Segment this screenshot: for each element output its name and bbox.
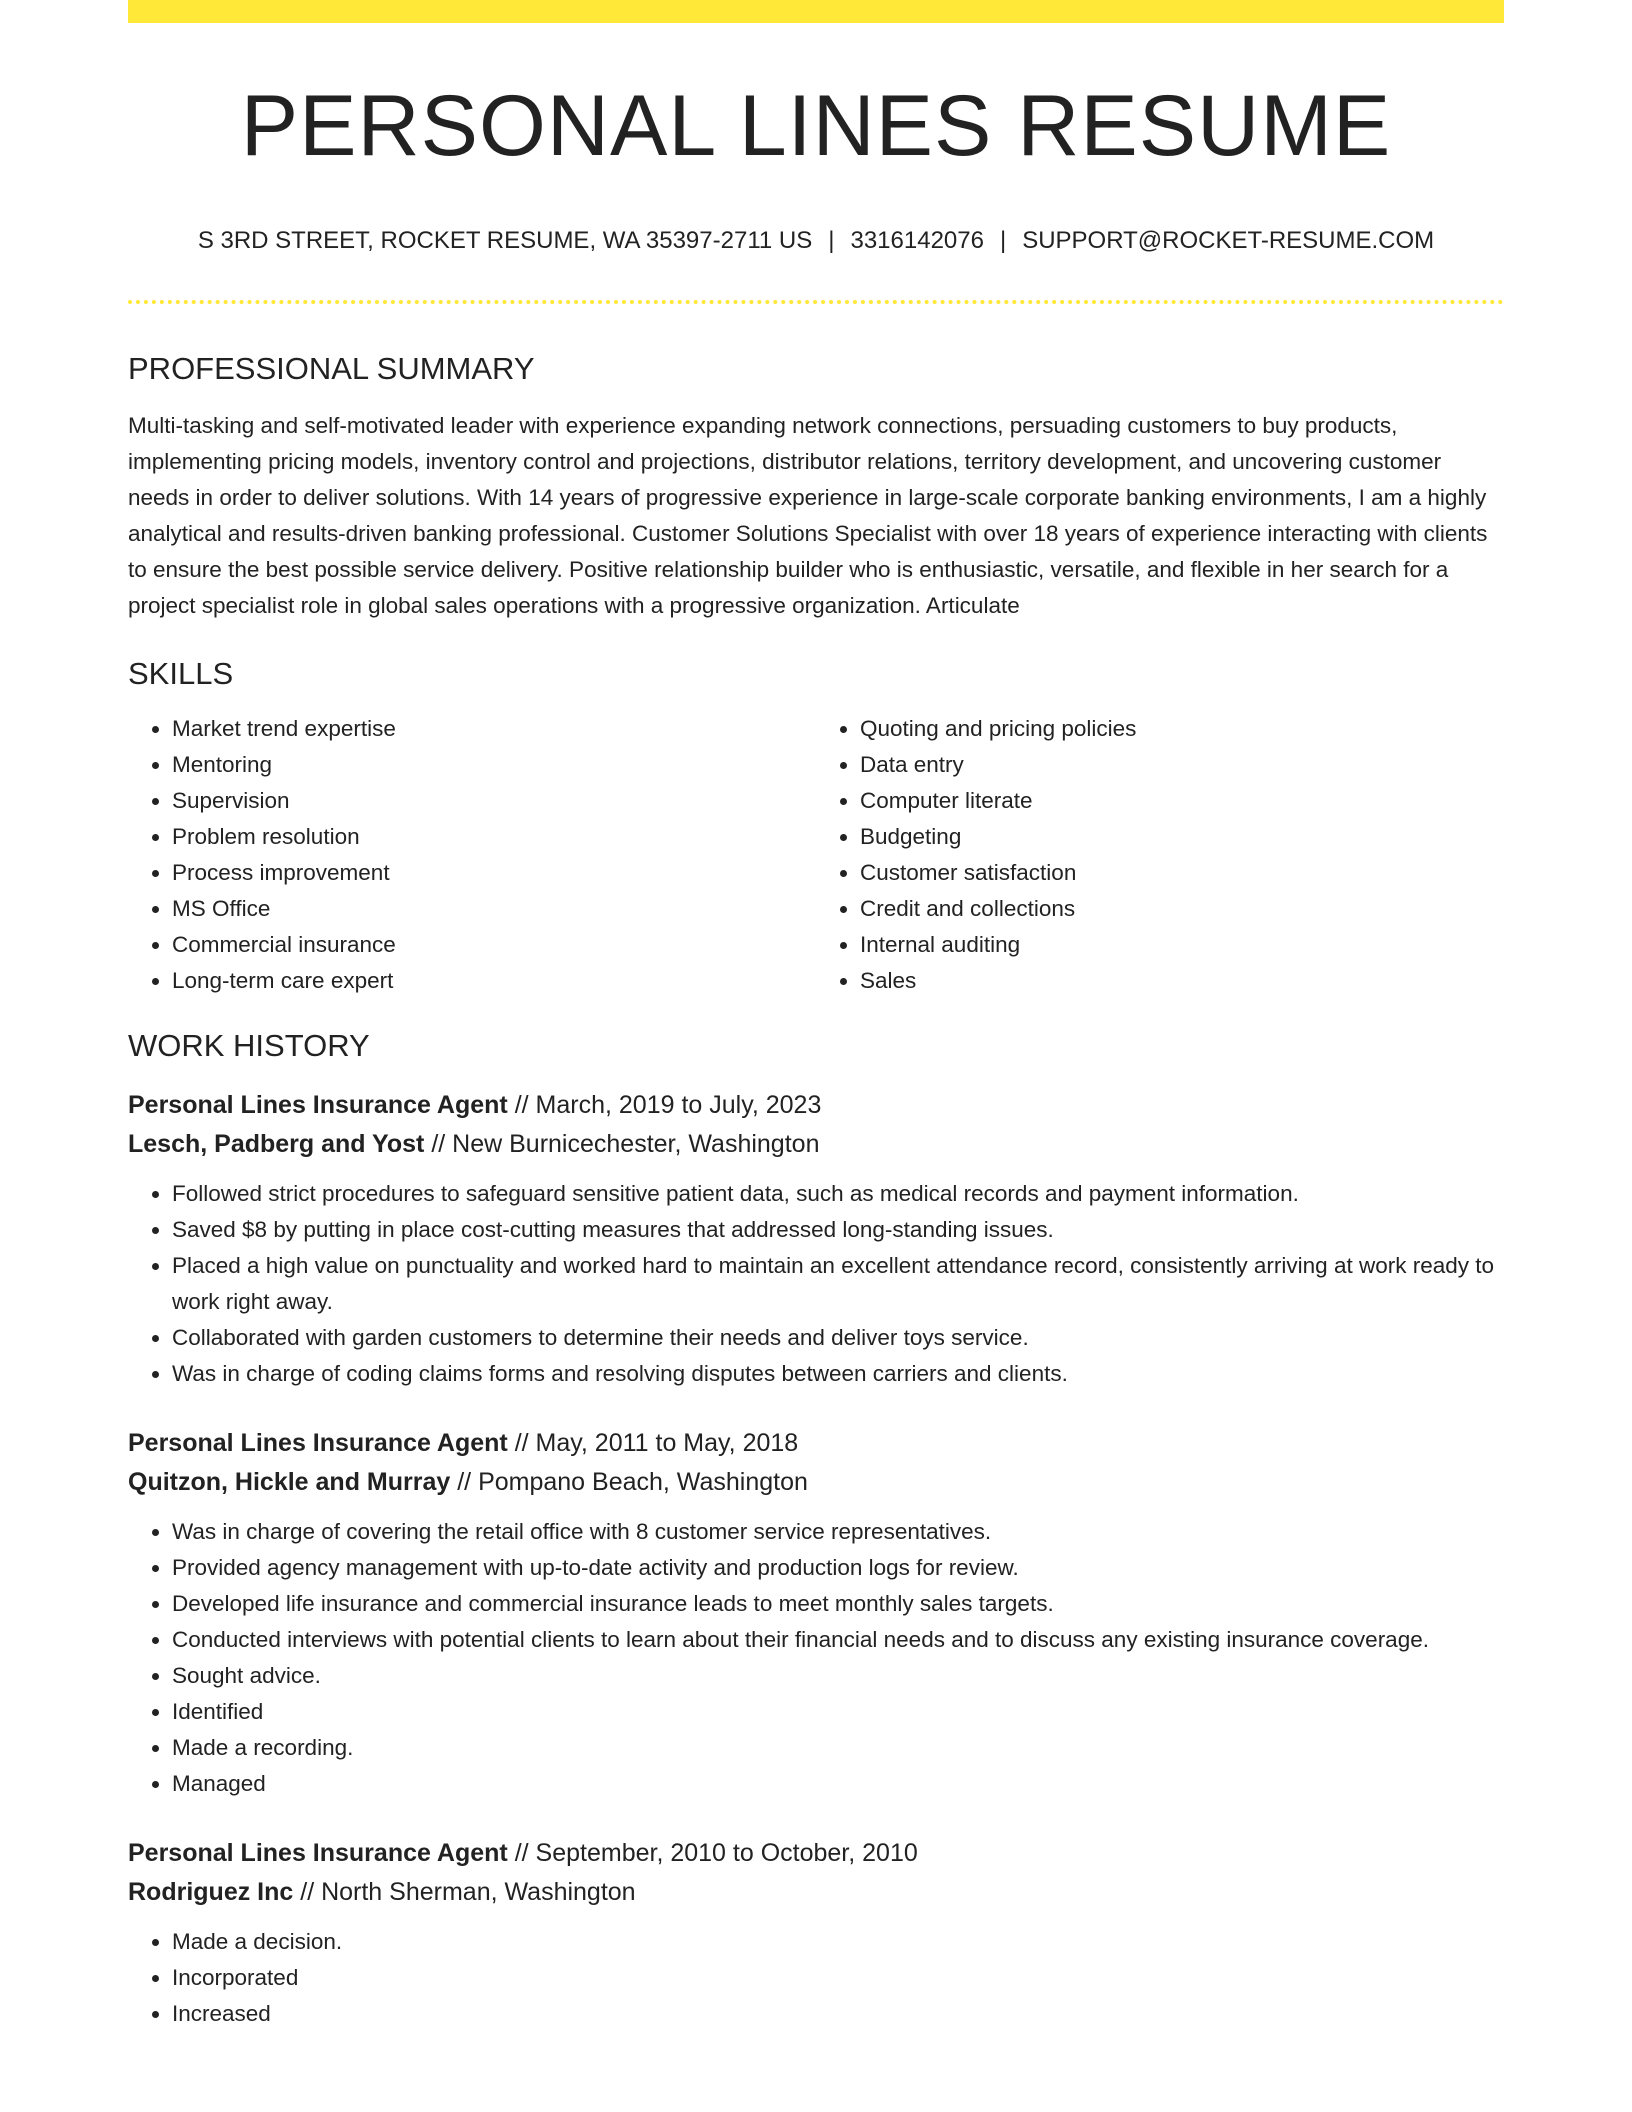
job-role: Personal Lines Insurance Agent [128,1091,508,1120]
phone: 3316142076 [850,227,984,254]
job-company-line [128,1125,1504,1164]
job-title-line [128,1834,1504,1873]
email: SUPPORT@ROCKET-RESUME.COM [1022,227,1435,254]
skill-item: • Internal auditing [860,927,1504,963]
job-company: Quitzon, Hickle and Murray [128,1468,451,1497]
job-bullet: • Made a decision. [172,1924,1504,1960]
skills-list [128,711,1504,999]
skills-heading: SKILLS [128,655,234,691]
job-company: Rodriguez Inc [128,1878,294,1907]
skill-item: • MS Office [172,891,816,927]
job-bullet: • Saved $8 by putting in place cost-cutting measures that addressed long-standing issues. [172,1212,1504,1248]
job-title-line [128,1424,1504,1463]
skill-item: • Quoting and pricing policies [860,711,1504,747]
job-bullet: • Followed strict procedures to safeguard sensitive patient data, such as medical records and payment information. [172,1176,1504,1212]
job-company: Lesch, Padberg and Yost [128,1130,425,1159]
skill-item: • Supervision [172,783,816,819]
skill-item: • Sales [860,963,1504,999]
job-location: // North Sherman, Washington [293,1878,636,1907]
job-company-line [128,1463,1504,1502]
job-dates: // May, 2011 to May, 2018 [507,1429,799,1458]
job-entry [128,1086,1504,1392]
job-bullet: • Identified [172,1694,1504,1730]
dotted-divider [128,300,1504,304]
job-bullet: • Sought advice. [172,1658,1504,1694]
skill-item: • Credit and collections [860,891,1504,927]
job-bullet: • Developed life insurance and commercial insurance leads to meet monthly sales targets. [172,1586,1504,1622]
job-location: // New Burnicechester, Washington [424,1130,820,1159]
skill-item: • Problem resolution [172,819,816,855]
address: S 3RD STREET, ROCKET RESUME, WA 35397-2711 US [197,227,813,254]
job-title-line [128,1086,1504,1125]
skill-item: • Data entry [860,747,1504,783]
job-bullet: • Managed [172,1766,1504,1802]
job-bullet: • Was in charge of covering the retail office with 8 customer service representatives. [172,1514,1504,1550]
job-location: // Pompano Beach, Washington [450,1468,808,1497]
skill-item: • Commercial insurance [172,927,816,963]
skill-item: • Long-term care expert [172,963,816,999]
job-entry [128,1424,1504,1802]
job-dates: // September, 2010 to October, 2010 [507,1839,918,1868]
contact-separator: | [999,227,1007,254]
job-dates: // March, 2019 to July, 2023 [507,1091,822,1120]
job-company-line [128,1873,1504,1912]
job-bullet: • Collaborated with garden customers to determine their needs and deliver toys service. [172,1320,1504,1356]
skill-item: • Budgeting [860,819,1504,855]
contact-line [128,227,1504,256]
job-bullets [128,1514,1504,1802]
job-bullet: • Incorporated [172,1960,1504,1996]
skill-item: • Process improvement [172,855,816,891]
resume-page [128,0,1504,2032]
job-bullet: • Provided agency management with up-to-date activity and production logs for review. [172,1550,1504,1586]
job-bullet: • Made a recording. [172,1730,1504,1766]
job-bullets [128,1176,1504,1392]
skill-item: • Customer satisfaction [860,855,1504,891]
job-entry [128,1834,1504,2032]
job-bullet: • Increased [172,1996,1504,2032]
skill-item: • Market trend expertise [172,711,816,747]
skills-column-left [128,711,816,999]
summary-heading: PROFESSIONAL SUMMARY [128,350,535,386]
job-role: Personal Lines Insurance Agent [128,1429,508,1458]
job-bullets [128,1924,1504,2032]
skills-column-right [816,711,1504,999]
resume-title: PERSONAL LINES RESUME [240,78,1392,174]
skill-item: • Mentoring [172,747,816,783]
top-accent-bar [128,0,1504,23]
skill-item: • Computer literate [860,783,1504,819]
job-bullet: • Conducted interviews with potential clients to learn about their financial needs and to discuss any existing insurance coverage. [172,1622,1504,1658]
job-bullet: • Placed a high value on punctuality and worked hard to maintain an excellent attendance record, consistently arriving at work ready to work right away. [172,1248,1504,1320]
job-role: Personal Lines Insurance Agent [128,1839,508,1868]
job-bullet: • Was in charge of coding claims forms and resolving disputes between carriers and clients. [172,1356,1504,1392]
contact-separator: | [828,227,835,254]
summary-text: Multi-tasking and self-motivated leader with experience expanding network connections, persuading customers to buy products, implementing pricing models, inventory control and projections, distributor relations, territory development, and uncovering customer needs in order to deliver solutions. With 14 years of progressive experience in large-scale corporate banking environments, I am a highly analytical and results-driven banking professional. Customer Solutions Specialist with over 18 years of experience interacting with clients to ensure the best possible service delivery. Positive relationship builder who is enthusiastic, versatile, and flexible in her search for a project specialist role in global sales operations with a progressive organization. Articulate [128,412,1488,618]
work-history-heading: WORK HISTORY [128,1028,370,1064]
